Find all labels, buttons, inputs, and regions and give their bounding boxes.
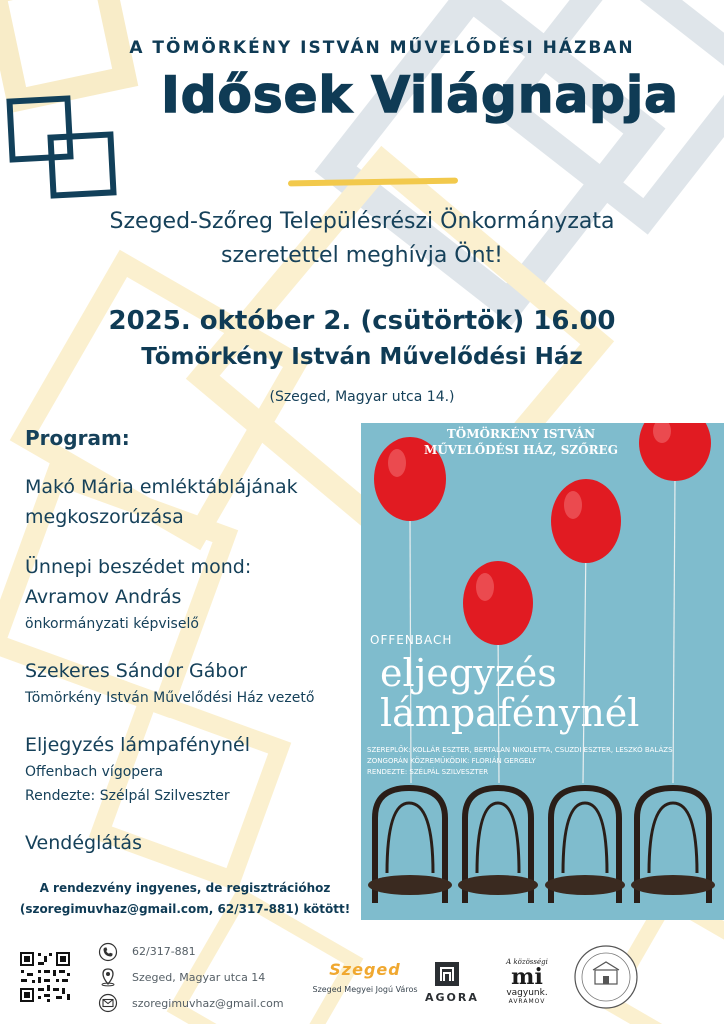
program-item (25, 472, 355, 532)
mi-vagyunk-logo (500, 958, 554, 1005)
registration-note-line: A rendezvény ingyenes, de regisztrációhoz (39, 881, 331, 895)
operetta-poster (361, 423, 724, 920)
balloon (551, 479, 621, 563)
program-item-title: Eljegyzés lámpafénynél (25, 734, 250, 756)
qr-code[interactable] (18, 950, 72, 1004)
agora-logo-mark (435, 962, 459, 986)
program-item (25, 656, 355, 710)
poster-composer: OFFENBACH (370, 633, 453, 647)
program-item-subtitle: önkormányzati képviselő (25, 616, 199, 632)
balloon (463, 561, 533, 645)
page-title: Idősek Világnapja (161, 66, 679, 124)
poster-credit-line: RENDEZTE: SZÉLPÁL SZILVESZTER (367, 768, 489, 776)
invitation-line-2: szeretettel meghívja Önt! (221, 243, 503, 268)
mail-icon (98, 993, 118, 1013)
poster-credit-line: ZONGORÁN KÖZREMŰKÖDIK: FLORIÁN GERGELY (367, 757, 536, 765)
mi-logo-prefix: A közösségi (506, 958, 548, 966)
contact-email[interactable]: szoregimuvhaz@gmail.com (132, 997, 284, 1010)
poster-credit-line: SZEREPLŐK: KOLLÁR ESZTER, BERTALAN NIKOLETTA, CSUZDI ESZTER, LESZKÓ BALÁZS (367, 746, 673, 754)
program-item-title: Vendéglátás (25, 832, 142, 854)
location-icon (98, 967, 118, 987)
szeged-logo (305, 960, 425, 994)
program-item-title: Avramov András (25, 586, 182, 608)
program-item-title: megkoszorúzása (25, 506, 184, 528)
szeged-logo-subtitle: Szeged Megyei Jogú Város (312, 985, 418, 994)
agora-logo (425, 962, 479, 1004)
invitation-line-1: Szeged-Szőreg Településrészi Önkormányzata (109, 209, 615, 234)
agora-logo-word: AGORA (425, 991, 479, 1004)
szeged-logo-word: Szeged (329, 960, 401, 979)
program-heading: Program: (25, 426, 130, 450)
event-datetime: 2025. október 2. (csütörtök) 16.00 (108, 306, 616, 336)
mi-logo-word: mi (511, 964, 543, 990)
program-item-title: Szekeres Sándor Gábor (25, 660, 247, 682)
title-underline (288, 178, 458, 187)
registration-note (10, 878, 360, 920)
poster-header (421, 426, 621, 458)
squares-logo (10, 99, 114, 196)
mi-logo-vagyunk: vagyunk. (506, 988, 548, 998)
program-item (25, 552, 355, 636)
contact-address: Szeged, Magyar utca 14 (132, 971, 266, 984)
program-item-subtitle: Offenbach vígopera (25, 764, 164, 780)
program-item-subtitle: Rendezte: Szélpál Szilveszter (25, 788, 230, 804)
contact-phone[interactable]: 62/317-881 (132, 945, 196, 958)
balloon (639, 423, 711, 481)
poster-header-line: MŰVELŐDÉSI HÁZ, SZŐREG (424, 443, 618, 457)
event-address: (Szeged, Magyar utca 14.) (269, 389, 455, 405)
invitation (40, 205, 684, 273)
poster-title-line-2: lámpafénynél (380, 691, 640, 735)
program-item-title: Ünnepi beszédet mond: (25, 556, 252, 578)
program-item (25, 730, 355, 808)
program-section (25, 426, 355, 878)
event-venue: Tömörkény István Művelődési Ház (141, 344, 583, 370)
institution-stamp-logo (573, 944, 639, 1010)
phone-icon (98, 942, 118, 962)
mi-logo-avramov: AVRAMOV (508, 998, 546, 1005)
poster-title-line-1: eljegyzés (380, 651, 557, 695)
eyebrow-text: A TÖMÖRKÉNY ISTVÁN MŰVELŐDÉSI HÁZBAN (129, 38, 635, 58)
poster-header-line: TÖMÖRKÉNY ISTVÁN (446, 427, 596, 441)
program-item-subtitle: Tömörkény István Művelődési Ház vezető (25, 690, 315, 706)
program-item-title: Makó Mária emléktáblájának (25, 476, 298, 498)
registration-note-line: (szoregimuvhaz@gmail.com, 62/317-881) kötött! (19, 902, 351, 916)
program-item (25, 828, 355, 858)
poster-credits (367, 745, 717, 778)
